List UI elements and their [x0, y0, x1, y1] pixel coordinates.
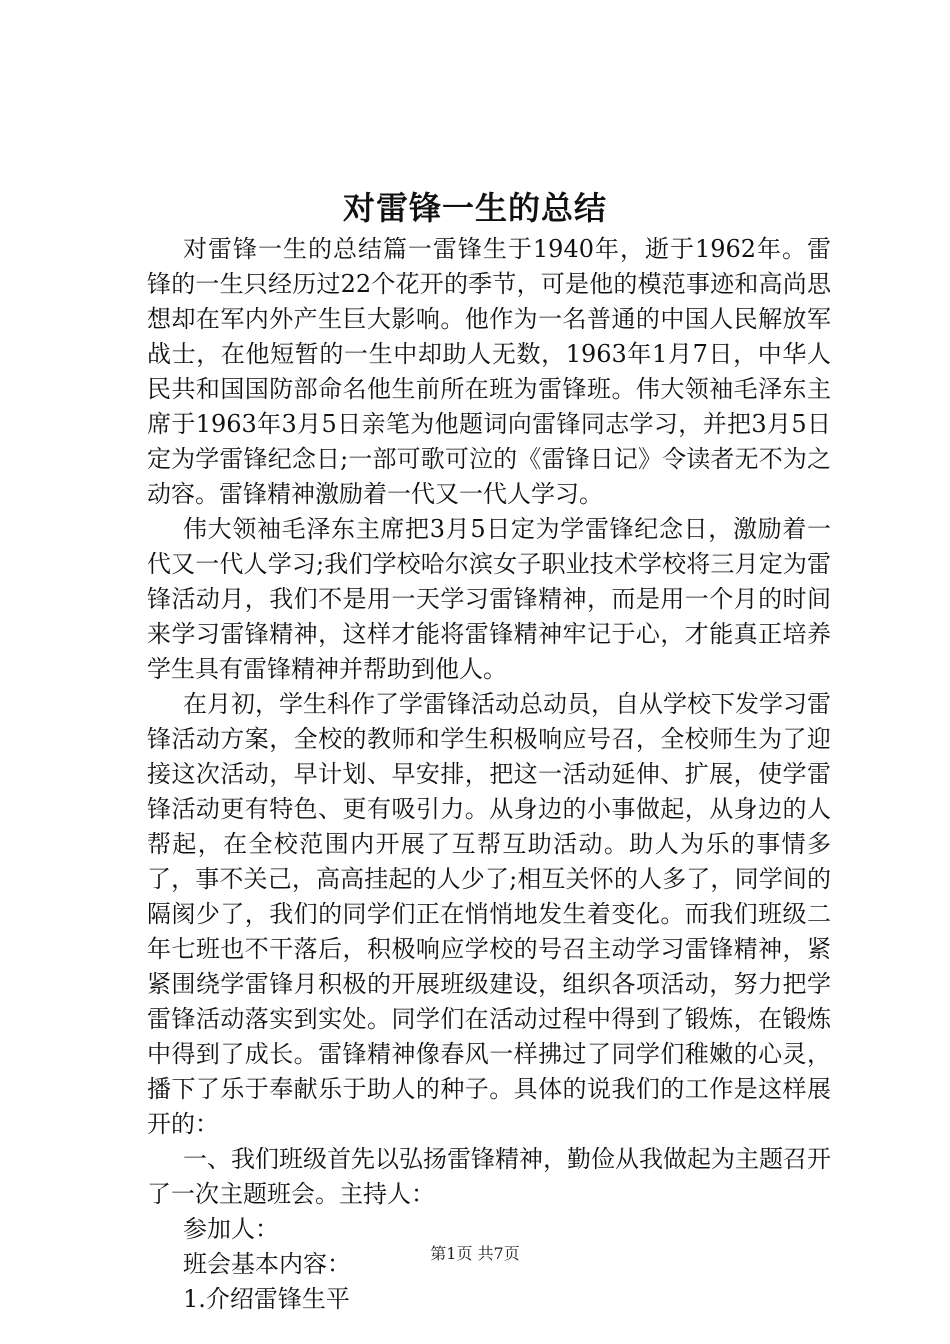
- paragraph-memorial-day: 伟大领袖毛泽东主席把3月5日定为学雷锋纪念日，激励着一代又一代人学习;我们学校哈尔滨女子职业技术学校将三月定为雷锋活动月，我们不是用一天学习雷锋精神，而是用一个月的时间来学习雷锋精神，这样才能将雷锋精神牢记于心，才能真正培养学生具有雷锋精神并帮助到他人。: [147, 515, 831, 683]
- paragraph-meeting-content: 班会基本内容：: [183, 1250, 351, 1278]
- document-title: 对雷锋一生的总结: [342, 189, 607, 227]
- page-number-footer: 第1页 共7页: [430, 1244, 520, 1263]
- paragraph-activities: 在月初，学生科作了学雷锋活动总动员，自从学校下发学习雷锋活动方案，全校的教师和学生积极响应号召，全校师生为了迎接这次活动，早计划、早安排，把这一活动延伸、扩展，使学雷锋活动更有特色、更有吸引力。从身边的小事做起，从身边的人帮起，在全校范围内开展了互帮互助活动。助人为乐的事情多了，事不关己，高高挂起的人少了;相互关怀的人多了，同学间的隔阂少了，我们的同学们正在悄悄地发生着变化。而我们班级二年七班也不干落后，积极响应学校的号召主动学习雷锋精神，紧紧围绕学雷锋月积极的开展班级建设，组织各项活动，努力把学雷锋活动落实到实处。同学们在活动过程中得到了锻炼，在锻炼中得到了成长。雷锋精神像春风一样拂过了同学们稚嫩的心灵，播下了乐于奉献乐于助人的种子。具体的说我们的工作是这样展开的：: [147, 690, 831, 1138]
- paragraph-item-1: 1.介绍雷锋生平: [183, 1285, 350, 1313]
- paragraph-intro: 对雷锋一生的总结篇一雷锋生于1940年，逝于1962年。雷锋的一生只经历过22个花开的季节，可是他的模范事迹和高尚思想却在军内外产生巨大影响。他作为一名普通的中国人民解放军战士，在他短暂的一生中却助人无数，1963年1月7日，中华人民共和国国防部命名他生前所在班为雷锋班。伟大领袖毛泽东主席于1963年3月5日亲笔为他题词向雷锋同志学习，并把3月5日定为学雷锋纪念日;一部可歌可泣的《雷锋日记》令读者无不为之动容。雷锋精神激励着一代又一代人学习。: [147, 235, 831, 508]
- paragraph-participants: 参加人：: [183, 1215, 279, 1243]
- document-body: [147, 232, 831, 1317]
- paragraph-class-meeting: 一、我们班级首先以弘扬雷锋精神，勤俭从我做起为主题召开了一次主题班会。主持人：: [147, 1145, 831, 1208]
